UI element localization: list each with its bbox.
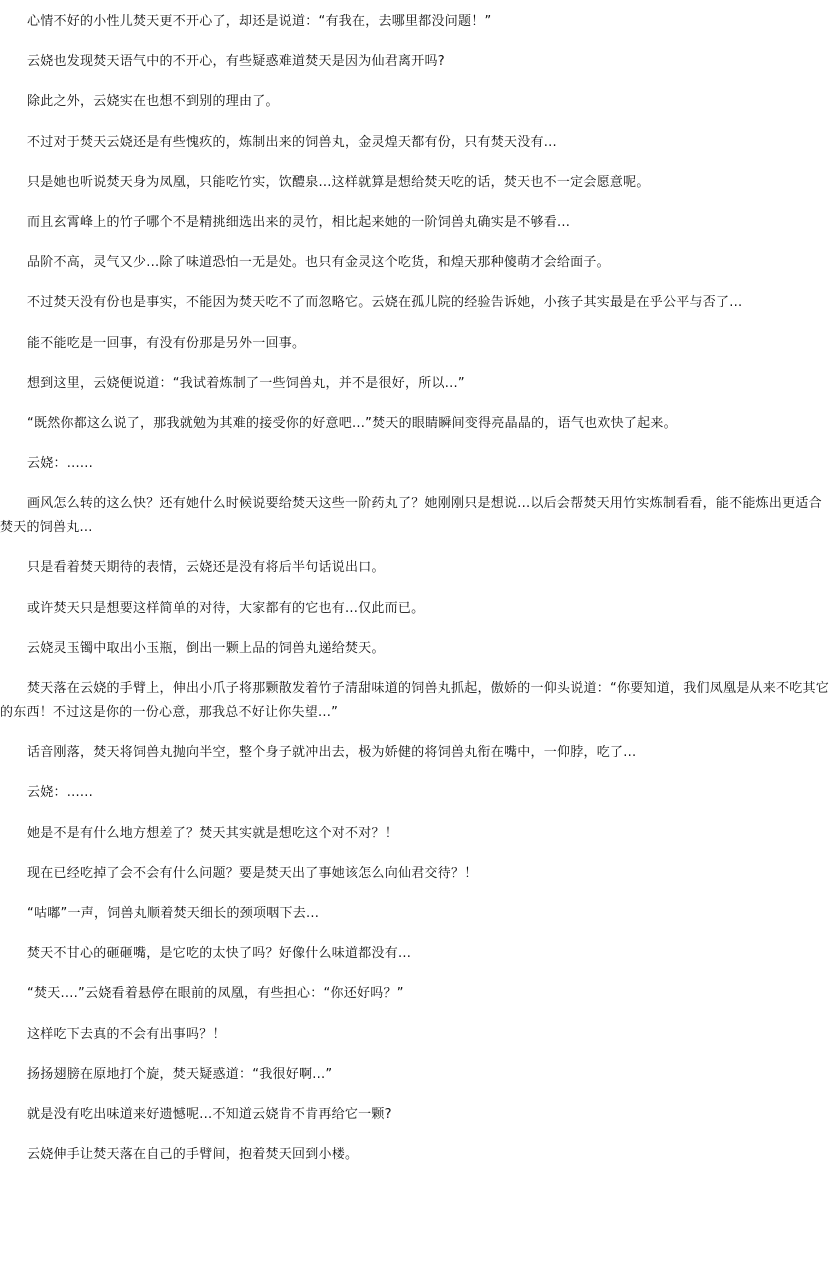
paragraph: 现在已经吃掉了会不会有什么问题？要是焚天出了事她该怎么向仙君交待？！ [27,865,478,881]
paragraph: 不过对于焚天云娆还是有些愧疚的，炼制出来的饲兽丸，金灵煌天都有份，只有焚天没有... [27,134,557,150]
paragraph: 扬扬翅膀在原地打个旋，焚天疑惑道：“我很好啊...” [27,1066,333,1082]
paragraph: 就是没有吃出味道来好遗憾呢...不知道云娆肯不肯再给它一颗? [27,1106,392,1122]
paragraph: 云娆也发现焚天语气中的不开心，有些疑惑难道焚天是因为仙君离开吗? [27,54,445,70]
paragraph: 话音刚落，焚天将饲兽丸抛向半空，整个身子就冲出去，极为娇健的将饲兽丸衔在嘴中，一仰脖，吃了... [27,745,637,761]
paragraph: 云娆伸手让焚天落在自己的手臂间，抱着焚天回到小楼。 [27,1147,359,1163]
paragraph: 她是不是有什么地方想差了？焚天其实就是想吃这个对不对？！ [27,825,399,841]
paragraph: 只是看着焚天期待的表情，云娆还是没有将后半句话说出口。 [27,560,385,576]
paragraph: 只是她也听说焚天身为凤凰，只能吃竹实，饮醴泉...这样就算是想给焚天吃的话，焚天也不一定会愿意呢。 [27,174,650,190]
paragraph: 想到这里，云娆便说道：“我试着炼制了一些饲兽丸，并不是很好，所以...” [27,375,465,391]
paragraph: 云娆灵玉镯中取出小玉瓶，倒出一颗上品的饲兽丸递给焚天。 [27,640,385,656]
paragraph: 云娆：...... [27,785,94,801]
paragraph: “既然你都这么说了，那我就勉为其难的接受你的好意吧...”焚天的眼睛瞬间变得亮晶晶的，语气也欢快了起来。 [27,415,677,431]
paragraph: 除此之外，云娆实在也想不到别的理由了。 [27,94,279,110]
paragraph: 焚天不甘心的砸砸嘴，是它吃的太快了吗？好像什么味道都没有... [27,946,412,962]
paragraph: 心情不好的小性儿焚天更不开心了，却还是说道：“有我在，去哪里都没问题！” [27,14,492,29]
paragraph: 云娆：...... [27,456,94,472]
paragraph: 画风怎么转的这么快？还有她什么时候说要给焚天这些一阶药丸了？她刚刚只是想说...以后会帮焚天用竹实炼制看看，能不能炼出更适合焚天的饲兽丸... [0,496,822,536]
paragraph: “咕嘟”一声，饲兽丸顺着焚天细长的颈项咽下去... [27,905,320,921]
paragraph: 焚天落在云娆的手臂上，伸出小爪子将那颗散发着竹子清甜味道的饲兽丸抓起，傲娇的一仰头说道：“你要知道，我们凤凰是从来不吃其它的东西！不过这是你的一份心意，那我总不好让你失望...” [0,681,829,720]
paragraph: 品阶不高，灵气又少...除了味道恐怕一无是处。也只有金灵这个吃货，和煌天那种傻萌才会给面子。 [27,255,610,271]
paragraph: 能不能吃是一回事，有没有份那是另外一回事。 [27,335,306,351]
paragraph: 这样吃下去真的不会有出事吗？！ [27,1026,226,1042]
paragraph: 而且玄霄峰上的竹子哪个不是精挑细选出来的灵竹，相比起来她的一阶饲兽丸确实是不够看... [27,214,571,230]
paragraph: 不过焚天没有份也是事实，不能因为焚天吃不了而忽略它。云娆在孤儿院的经验告诉她，小孩子其实最是在乎公平与否了... [27,295,743,311]
paragraph: 或许焚天只是想要这样简单的对待，大家都有的它也有...仅此而已。 [27,600,425,616]
paragraph: “焚天....”云娆看着悬停在眼前的凤凰，有些担心：“你还好吗？” [27,986,404,1002]
